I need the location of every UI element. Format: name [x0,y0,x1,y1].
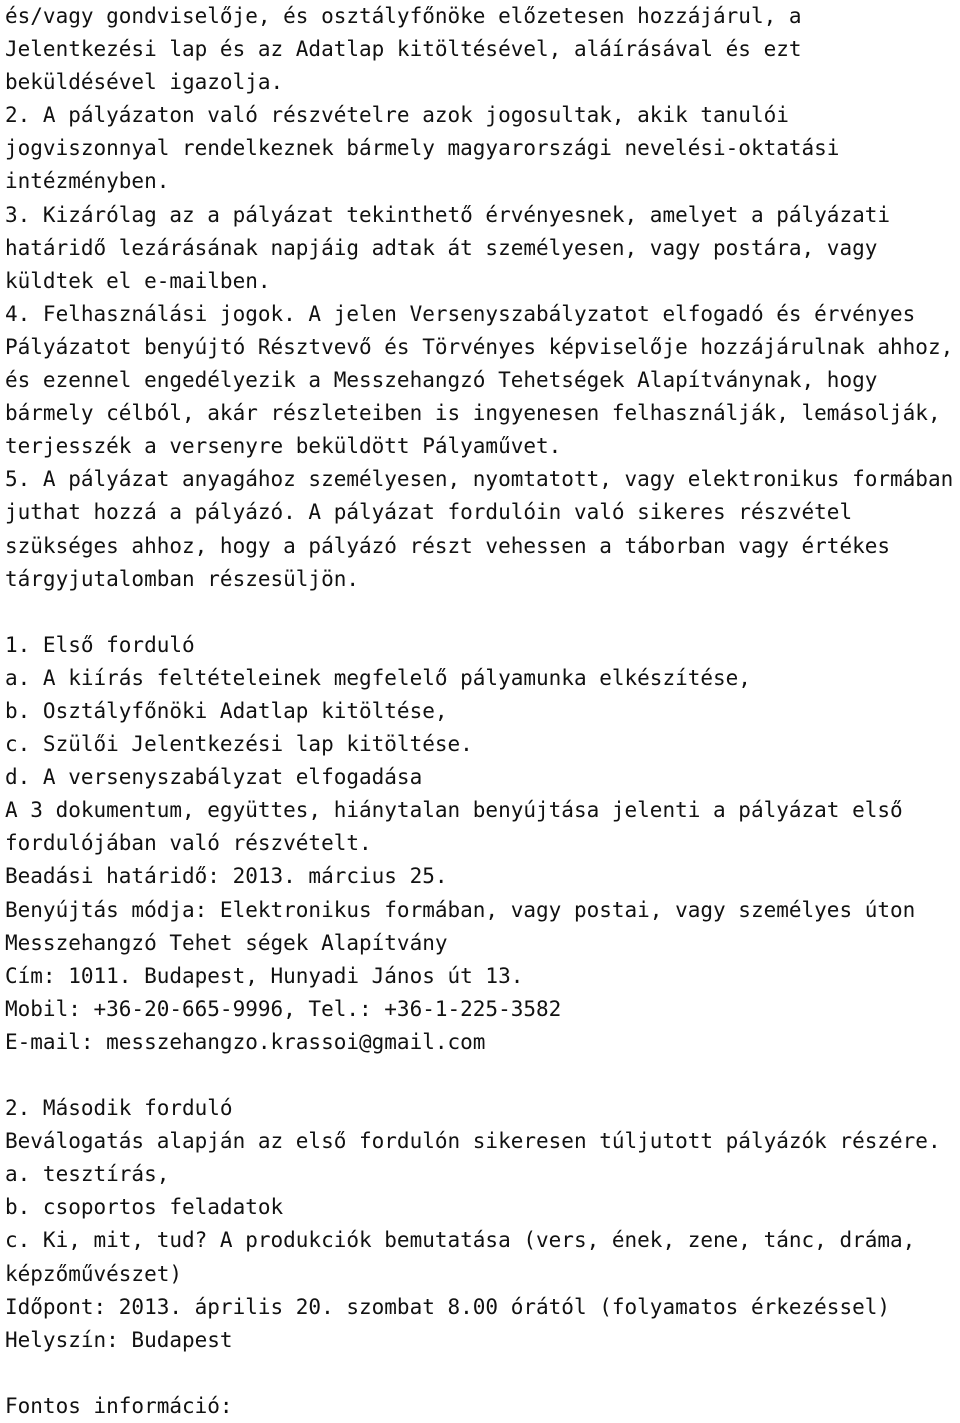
blank-line [5,1059,955,1092]
email-line: E-mail: messzehangzo.krassoi@gmail.com [5,1029,486,1054]
date-line: Időpont: 2013. április 20. szombat 8.00 órától (folyamatos érkezéssel) [5,1294,891,1319]
text-line: A 3 dokumentum, együttes, hiánytalan benyújtása jelenti a pályázat első [5,798,903,823]
organization-name: Messzehangzó Tehet ségek Alapítvány [5,930,448,955]
rule-3-heading: 3. Kizárólag az a pályázat tekinthető érvényesnek, amelyet a pályázati [5,202,891,227]
text-line: beküldésével igazolja. [5,70,284,95]
list-item: a. tesztírás, [5,1162,170,1187]
text-line: juthat hozzá a pályázó. A pályázat fordulóin való sikeres részvétel [5,500,853,525]
text-line: küldtek el e-mailben. [5,268,271,293]
blank-line [5,596,955,629]
text-line: és ezennel engedélyezik a Messzehangzó Tehetségek Alapítványnak, hogy [5,368,878,393]
list-item: b. csoportos feladatok [5,1195,284,1220]
text-line: képzőművészet) [5,1261,183,1286]
important-info-heading: Fontos információ: [5,1393,233,1418]
text-line: Jelentkezési lap és az Adatlap kitöltésével, aláírásával és ezt [5,37,802,62]
text-line: Pályázatot benyújtó Résztvevő és Törvényes képviselője hozzájárulnak ahhoz, [5,334,954,359]
rule-2-heading: 2. A pályázaton való részvételre azok jogosultak, akik tanulói [5,103,789,128]
text-line: intézményben. [5,169,170,194]
list-item: a. A kiírás feltételeinek megfelelő pályamunka elkészítése, [5,665,751,690]
rule-5-heading: 5. A pályázat anyagához személyesen, nyomtatott, vagy elektronikus formában [5,467,954,492]
phone-line: Mobil: +36-20-665-9996, Tel.: +36-1-225-3582 [5,996,562,1021]
submission-method-line: Benyújtás módja: Elektronikus formában, vagy postai, vagy személyes úton [5,897,916,922]
blank-line [5,1357,955,1390]
round-1-heading: 1. Első forduló [5,632,195,657]
rule-4-heading: 4. Felhasználási jogok. A jelen Versenyszabályzatot elfogadó és érvényes [5,301,916,326]
round-2-heading: 2. Második forduló [5,1096,233,1121]
deadline-line: Beadási határidő: 2013. március 25. [5,864,448,889]
text-line: Beválogatás alapján az első fordulón sikeresen túljutott pályázók részére. [5,1129,941,1154]
text-line: tárgyjutalomban részesüljön. [5,566,360,591]
address-line: Cím: 1011. Budapest, Hunyadi János út 13. [5,963,524,988]
list-item: b. Osztályfőnöki Adatlap kitöltése, [5,698,448,723]
list-item: c. Szülői Jelentkezési lap kitöltése. [5,732,473,757]
text-line: bármely célból, akár részleteiben is ingyenesen felhasználják, lemásolják, [5,401,941,426]
text-line: szükséges ahhoz, hogy a pályázó részt vehessen a táborban vagy értékes [5,533,891,558]
text-line: fordulójában való részvételt. [5,831,372,856]
location-line: Helyszín: Budapest [5,1327,233,1352]
list-item: c. Ki, mit, tud? A produkciók bemutatása (vers, ének, zene, tánc, dráma, [5,1228,916,1253]
text-line: jogviszonnyal rendelkeznek bármely magyarországi nevelési-oktatási [5,136,840,161]
list-item: d. A versenyszabályzat elfogadása [5,765,423,790]
text-line: és/vagy gondviselője, és osztályfőnöke előzetesen hozzájárul, a [5,4,802,28]
text-line: határidő lezárásának napjáig adtak át személyesen, vagy postára, vagy [5,235,878,260]
document-page [5,0,955,1423]
text-line: terjesszék a versenyre beküldött Pályaművet. [5,434,562,459]
